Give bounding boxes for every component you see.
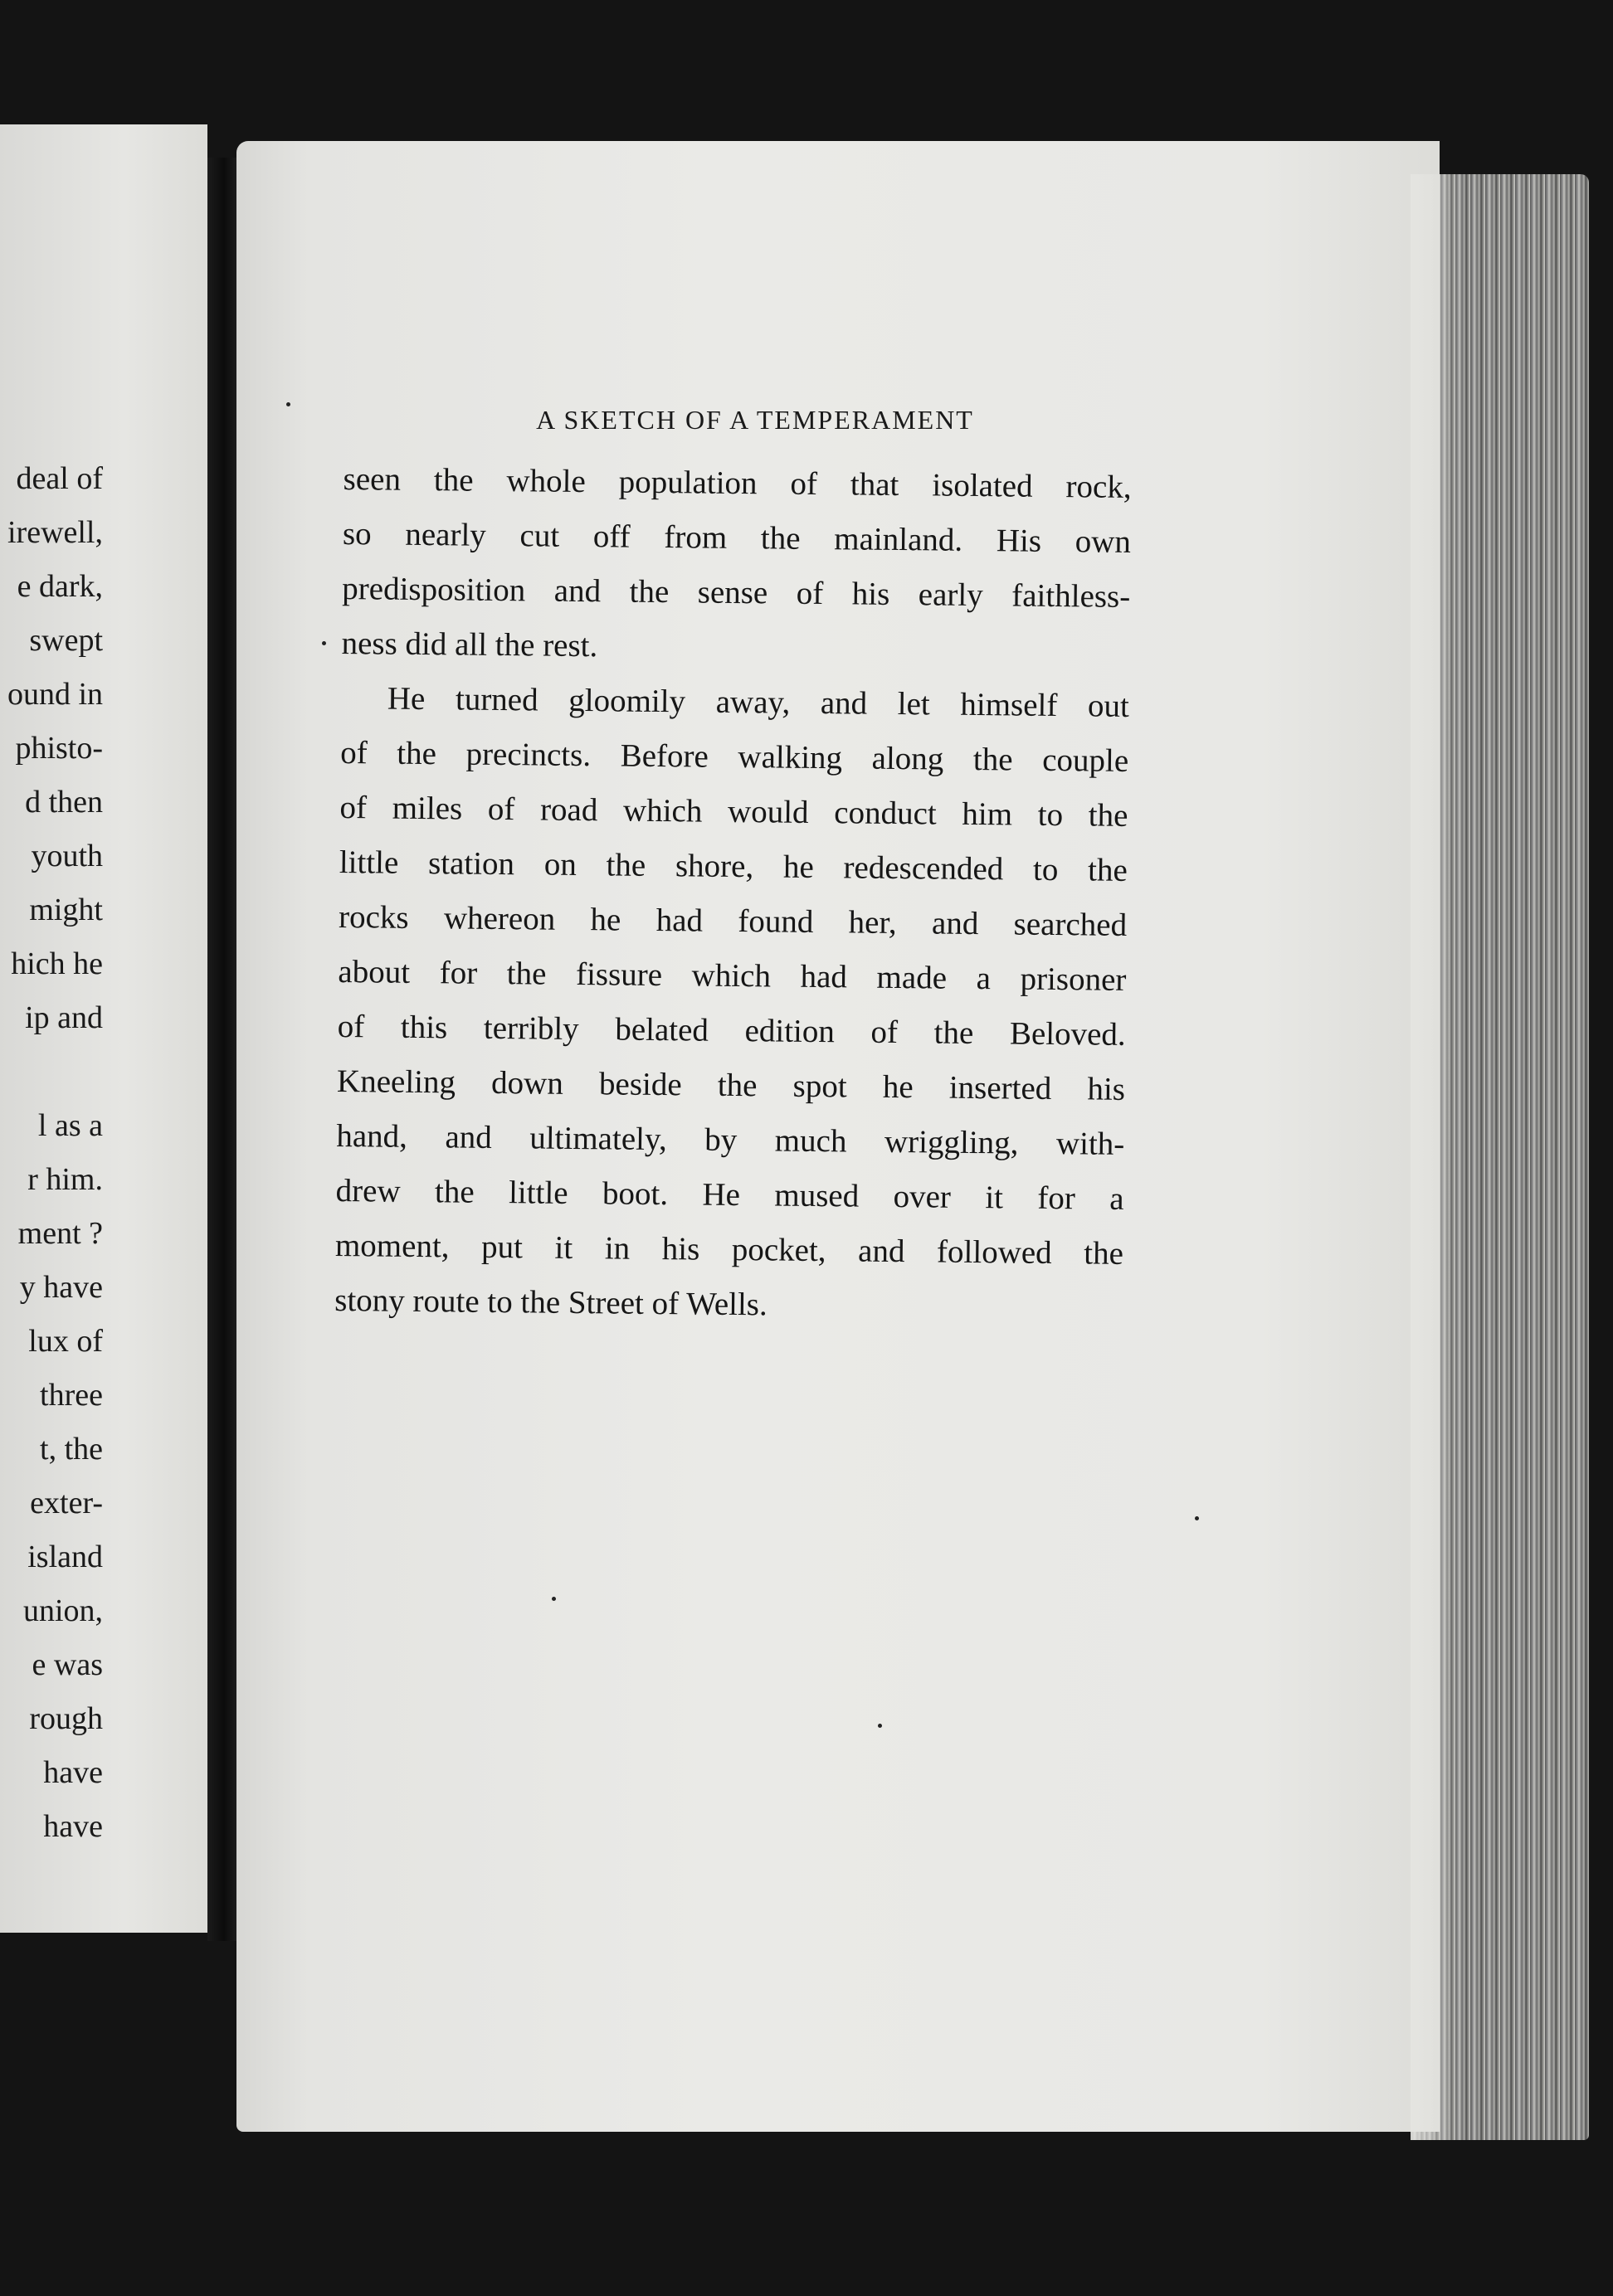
text-line: ness did all the rest.: [341, 625, 598, 664]
previous-page-line: d then: [25, 785, 103, 820]
previous-page-line: irewell,: [7, 515, 103, 550]
previous-page-line: r him.: [27, 1162, 103, 1197]
previous-page: [0, 124, 207, 1933]
paper-speck: [322, 641, 326, 645]
previous-page-line: have: [43, 1809, 103, 1844]
previous-page-line: hich he: [11, 946, 103, 981]
previous-page-line: might: [29, 893, 103, 927]
previous-page-line: youth: [31, 839, 103, 873]
previous-page-line: rough: [29, 1701, 103, 1736]
text-line: rocks whereon he had found her, and searched: [338, 898, 1128, 943]
body-text: [334, 452, 1132, 1336]
previous-page-line: ip and: [25, 1000, 103, 1035]
paper-speck: [286, 402, 290, 406]
previous-page-line: swept: [29, 623, 103, 658]
previous-page-line: e was: [32, 1647, 103, 1682]
text-line: Kneeling down beside the spot he inserted his: [336, 1063, 1126, 1107]
previous-page-line: exter-: [30, 1486, 103, 1520]
text-line: of the precincts. Before walking along the couple: [339, 734, 1129, 779]
previous-page-line: t, the: [40, 1432, 103, 1467]
previous-page-line: three: [40, 1378, 103, 1413]
previous-page-line: have: [43, 1755, 103, 1790]
text-line: of this terribly belated edition of the Beloved.: [337, 1008, 1126, 1053]
previous-page-line: lux of: [28, 1324, 103, 1359]
text-line: drew the little boot. He mused over it for a: [335, 1172, 1124, 1217]
previous-page-line: e dark,: [17, 569, 103, 604]
text-line: hand, and ultimately, by much wriggling, with-: [336, 1117, 1125, 1162]
previous-page-line: ment ?: [17, 1216, 103, 1251]
text-line: stony route to the Street of Wells.: [334, 1282, 768, 1323]
running-head: A SKETCH OF A TEMPERAMENT: [536, 405, 974, 435]
paper-speck: [552, 1597, 556, 1601]
paper-speck: [878, 1724, 882, 1728]
previous-page-line: island: [27, 1540, 103, 1574]
paragraph: [341, 452, 1132, 679]
previous-page-line-blank: [0, 1045, 103, 1099]
text-line: predisposition and the sense of his early faithless-: [342, 570, 1131, 615]
text-line: moment, put it in his pocket, and followed the: [334, 1227, 1124, 1272]
text-line: so nearly cut off from the mainland. His own: [342, 515, 1132, 560]
previous-page-line: y have: [19, 1270, 103, 1305]
previous-page-line: union,: [22, 1593, 103, 1628]
text-line: little station on the shore, he redescended to the: [339, 844, 1128, 888]
paragraph: [334, 671, 1129, 1336]
previous-page-line: l as a: [37, 1108, 103, 1143]
previous-page-line: ound in: [7, 677, 103, 712]
page-edge-shade: [1411, 174, 1460, 2140]
book-gutter: [207, 158, 241, 1941]
text-line: seen the whole population of that isolated rock,: [343, 460, 1132, 505]
paper-speck: [1195, 1516, 1199, 1520]
previous-page-line: deal of: [16, 461, 103, 496]
previous-page-line: phisto-: [15, 731, 103, 766]
text-line: of miles of road which would conduct him to the: [339, 789, 1128, 834]
text-line: about for the fissure which had made a prisoner: [338, 953, 1127, 998]
text-line: He turned gloomily away, and let himself out: [387, 680, 1130, 724]
previous-page-text: [0, 452, 103, 1854]
